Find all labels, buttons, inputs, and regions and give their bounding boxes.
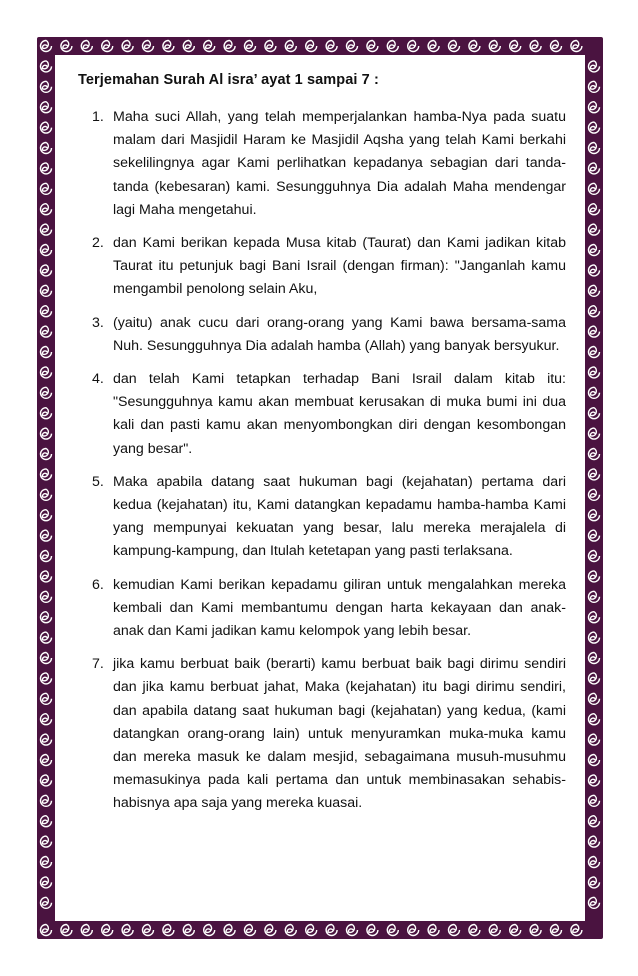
verse-number: 2. <box>92 235 104 252</box>
verse-number: 5. <box>92 473 104 490</box>
document-title: Terjemahan Surah Al isra’ ayat 1 sampai 7 : <box>78 72 379 88</box>
verse-item <box>78 232 566 302</box>
verse-number: 1. <box>92 109 104 125</box>
verse-list <box>78 106 566 816</box>
verse-number: 3. <box>92 314 104 331</box>
verse-text: (yaitu) anak cucu dari orang-orang yang Kami bawa bersama-sama Nuh. Sesungguhnya Dia adalah hamba (Allah) yang banyak bersyukur. <box>113 314 566 354</box>
verse-number: 4. <box>92 371 104 388</box>
verse-text: kemudian Kami berikan kepadamu giliran untuk mengalahkan mereka kembali dan Kami membantumu dengan harta kekayaan dan anak-anak dan Kami jadikan kamu kelompok yang lebih besar. <box>113 576 566 640</box>
verse-item <box>78 574 566 644</box>
verse-text: jika kamu berbuat baik (berarti) kamu berbuat baik bagi dirimu sendiri dan jika kamu berbuat jahat, Maka (kejahatan) itu bagi dirimu sendiri, dan apabila datang saat hukuman bagi (kejahatan) yang kedua, (kami datangkan orang-orang lain) untuk menyuramkan muka-muka kamu dan mereka masuk ke dalam mesjid, sebagaimana musuh-musuhmu memasukinya pada kali pertama dan untuk membinasakan sehabis-habisnya apa saja yang mereka kuasai. <box>113 656 566 812</box>
verse-number: 7. <box>92 656 104 673</box>
verse-item <box>78 312 566 358</box>
verse-item <box>78 106 566 222</box>
verse-item <box>78 471 566 564</box>
verse-text: Maka apabila datang saat hukuman bagi (kejahatan) pertama dari kedua (kejahatan) itu, Kami datangkan kepadamu hamba-hamba Kami yang mempunyai kekuatan yang besar, lalu mereka merajalela di kampung-kampung, dan Itulah ketetapan yang pasti terlaksana. <box>113 473 566 560</box>
verse-text: dan Kami berikan kepada Musa kitab (Taurat) dan Kami jadikan kitab Taurat itu petunjuk bagi Bani Israil (dengan firman): "Janganlah kamu mengambil penolong selain Aku, <box>113 235 566 298</box>
verse-number: 6. <box>92 576 104 593</box>
verse-item <box>78 653 566 815</box>
verse-item <box>78 368 566 461</box>
verse-text: dan telah Kami tetapkan terhadap Bani Israil dalam kitab itu: "Sesungguhnya kamu akan membuat kerusakan di muka bumi ini dua kali dan pasti kamu akan menyombongkan diri dengan kesombongan yang besar". <box>113 371 566 457</box>
document-content <box>78 72 566 826</box>
verse-text: Maha suci Allah, yang telah memperjalankan hamba-Nya pada suatu malam dari Masjidil Haram ke Masjidil Aqsha yang telah Kami berkahi sekelilingnya agar Kami perlihatkan kepadanya sebagian dari tanda-tanda (kebesaran) kami. Sesungguhnya Dia adalah Maha mendengar lagi Maha mengetahui. <box>113 109 566 218</box>
